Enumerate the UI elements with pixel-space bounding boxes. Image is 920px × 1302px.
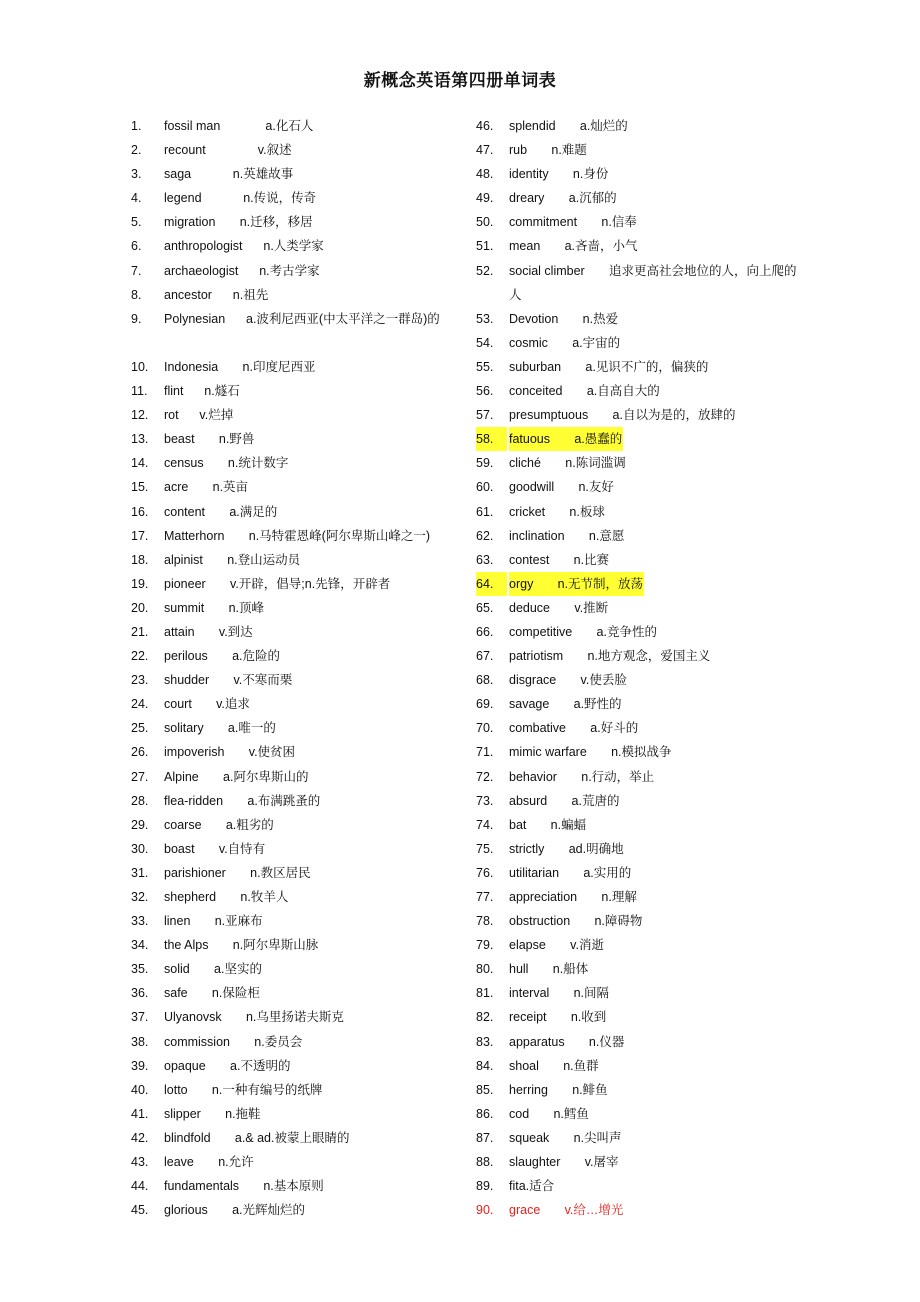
- entry-text: ancestor n.祖先: [164, 287, 269, 302]
- entry-number: 20.: [131, 600, 149, 615]
- entry-text: rot v.烂掉: [164, 408, 234, 423]
- vocab-entry: [131, 933, 476, 957]
- vocab-entry: [476, 210, 806, 234]
- entry-text: slipper n.拖鞋: [164, 1106, 261, 1121]
- entry-number: 8.: [131, 287, 142, 302]
- entry-text: splendid a.灿烂的: [509, 119, 628, 133]
- entry-text: Alpine a.阿尔卑斯山的: [164, 769, 309, 784]
- entry-number: 59.: [476, 456, 494, 471]
- entry-number: 3.: [131, 167, 142, 182]
- vocab-entry: [476, 548, 806, 572]
- vocab-entry: [476, 1005, 806, 1029]
- entry-text: cricket n.板球: [509, 504, 605, 519]
- entry-number: 53.: [476, 311, 494, 326]
- entry-text: strictly ad.明确地: [509, 841, 624, 856]
- entry-number: 13.: [131, 432, 149, 447]
- vocab-entry: [476, 138, 806, 162]
- entry-text: Polynesian a.波利尼西亚(中太平洋之一群岛)的: [164, 311, 440, 326]
- vocab-entry: [131, 403, 476, 427]
- entry-number: 24.: [131, 697, 149, 712]
- entry-text: attain v.到达: [164, 624, 253, 639]
- entry-text: saga n.英雄故事: [164, 167, 294, 182]
- vocab-entry: [476, 427, 806, 451]
- entry-number: 87.: [476, 1130, 494, 1145]
- entry-number: 5.: [131, 215, 142, 230]
- entry-number: 29.: [131, 817, 149, 832]
- entry-number: 71.: [476, 745, 494, 760]
- entry-text: cliché n.陈词滥调: [509, 456, 626, 471]
- entry-number: 21.: [131, 624, 149, 639]
- vocab-entry: [131, 524, 476, 548]
- entry-number: 7.: [131, 263, 142, 278]
- entry-text: recount v.叙述: [164, 143, 292, 158]
- vocab-entry: [131, 813, 476, 837]
- entry-number: 76.: [476, 865, 494, 880]
- entry-text: coarse a.粗劣的: [164, 817, 274, 832]
- vocab-entry: [131, 909, 476, 933]
- entry-number: 18.: [131, 552, 149, 567]
- entry-text: cod n.鳕鱼: [509, 1106, 589, 1121]
- vocab-entry: [131, 548, 476, 572]
- entry-text: solitary a.唯一的: [164, 721, 276, 736]
- entry-number: 69.: [476, 697, 494, 712]
- entry-number: 43.: [131, 1155, 149, 1170]
- entry-text: shudder v.不寒而栗: [164, 673, 293, 688]
- entry-number: 62.: [476, 528, 494, 543]
- vocab-entry: [476, 186, 806, 210]
- vocab-entry: [476, 1174, 806, 1198]
- entry-number: 44.: [131, 1179, 149, 1194]
- entry-number: 26.: [131, 745, 149, 760]
- entry-text: legend n.传说，传奇: [164, 191, 317, 206]
- vocab-entry: [131, 1126, 476, 1150]
- vocab-entry: [476, 620, 806, 644]
- vocab-entry: [131, 957, 476, 981]
- vocab-entry: [476, 307, 806, 331]
- vocab-entry: [131, 259, 476, 283]
- vocab-entry: [131, 427, 476, 451]
- entry-text: dreary a.沉郁的: [509, 191, 617, 206]
- entry-number: 86.: [476, 1106, 494, 1121]
- vocab-entry: [476, 1126, 806, 1150]
- entry-text: parishioner n.教区居民: [164, 865, 311, 880]
- entry-text: summit n.顶峰: [164, 600, 265, 615]
- entry-text: census n.统计数字: [164, 456, 289, 471]
- entry-number: 15.: [131, 480, 149, 495]
- vocab-entry: [476, 1198, 806, 1222]
- entry-number: 57.: [476, 408, 494, 423]
- vocab-entry: [476, 524, 806, 548]
- entry-text: goodwill n.友好: [509, 480, 614, 495]
- entry-text: interval n.间隔: [509, 986, 610, 1001]
- entry-text: Matterhorn n.马特霍恩峰(阿尔卑斯山峰之一): [164, 528, 431, 543]
- entry-number: 70.: [476, 721, 494, 736]
- entry-text: identity n.身份: [509, 167, 609, 182]
- page-title: 新概念英语第四册单词表: [363, 71, 557, 91]
- vocab-entry: [131, 1198, 476, 1222]
- entry-number: 84.: [476, 1058, 494, 1073]
- entry-number: 32.: [131, 890, 149, 904]
- vocab-entry: [131, 620, 476, 644]
- vocab-entry: [131, 355, 476, 379]
- vocab-entry: [131, 1102, 476, 1126]
- entry-text: competitive a.竞争性的: [509, 624, 657, 639]
- vocab-entry: [131, 210, 476, 234]
- entry-number: 74.: [476, 817, 494, 832]
- vocab-entry: [131, 981, 476, 1005]
- entry-text: squeak n.尖叫声: [509, 1130, 622, 1145]
- entry-number: 63.: [476, 552, 494, 567]
- entry-text: receipt n.收到: [509, 1010, 607, 1025]
- entry-text: behavior n.行动，举止: [509, 769, 655, 784]
- entry-number: 33.: [131, 914, 149, 929]
- entry-text: Ulyanovsk n.乌里扬诺夫斯克: [164, 1010, 344, 1025]
- vocab-entry: [476, 957, 806, 981]
- vocab-entry: [476, 331, 806, 355]
- entry-text: Indonesia n.印度尼西亚: [164, 359, 316, 374]
- entry-number: 46.: [476, 119, 494, 133]
- entry-number: 89.: [476, 1179, 494, 1194]
- entry-number: 60.: [476, 480, 494, 495]
- entry-text: orgy n.无节制，放荡: [509, 572, 644, 596]
- entry-text: grace v.给…增光: [509, 1203, 624, 1218]
- vocab-entry: [476, 885, 806, 909]
- entry-number: 11.: [131, 384, 148, 399]
- entry-text: patriotism n.地方观念，爱国主义: [509, 649, 711, 664]
- vocab-entry: [476, 451, 806, 475]
- entry-number: 82.: [476, 1010, 494, 1025]
- entry-number: 16.: [131, 504, 149, 519]
- entry-number: 80.: [476, 962, 494, 977]
- vocab-entry: [476, 692, 806, 716]
- vocab-entry: [131, 1078, 476, 1102]
- entry-text: disgrace v.使丢脸: [509, 673, 627, 688]
- entry-text: leave n.允许: [164, 1155, 254, 1170]
- entry-text: fita.适合: [509, 1179, 555, 1194]
- entry-text: presumptuous a.自以为是的，放肆的: [509, 408, 736, 423]
- vocab-entry: [476, 1030, 806, 1054]
- entry-text: boast v.自恃有: [164, 841, 266, 856]
- vocab-entry: [476, 668, 806, 692]
- entry-number: 41.: [131, 1106, 149, 1121]
- entry-number: 6.: [131, 239, 142, 254]
- entry-number: 36.: [131, 986, 149, 1001]
- entry-text: acre n.英亩: [164, 480, 249, 495]
- entry-number: 61.: [476, 504, 494, 519]
- vocab-entry: [476, 765, 806, 789]
- entry-text: safe n.保险柜: [164, 986, 260, 1001]
- vocab-entry: [476, 114, 806, 138]
- vocab-entry: [131, 162, 476, 186]
- entry-text: the Alps n.阿尔卑斯山脉: [164, 938, 319, 953]
- entry-text: perilous a.危险的: [164, 649, 281, 664]
- entry-text: mean a.吝啬，小气: [509, 239, 638, 254]
- entry-number: 56.: [476, 384, 494, 399]
- entry-text: rub n.难题: [509, 143, 587, 158]
- entry-text: pioneer v.开辟，倡导;n.先锋，开辟者: [164, 576, 391, 591]
- entry-text: utilitarian a.实用的: [509, 865, 632, 880]
- vocab-entry: [476, 1102, 806, 1126]
- entry-text: apparatus n.仪器: [509, 1034, 625, 1049]
- vocab-entry: [476, 789, 806, 813]
- entry-number: 75.: [476, 841, 494, 856]
- entry-text: anthropologist n.人类学家: [164, 239, 324, 254]
- entry-text: fossil man a.化石人: [164, 119, 314, 133]
- vocab-entry: [131, 644, 476, 668]
- vocab-entry: [131, 1030, 476, 1054]
- entry-text: appreciation n.理解: [509, 890, 637, 904]
- entry-text: fundamentals n.基本原则: [164, 1179, 324, 1194]
- vocab-entry: [476, 1150, 806, 1174]
- entry-number: 38.: [131, 1034, 149, 1049]
- vocab-entry: [476, 644, 806, 668]
- entry-text: archaeologist n.考古学家: [164, 263, 320, 278]
- entry-number: 10.: [131, 359, 149, 374]
- entry-number: 35.: [131, 962, 149, 977]
- entry-number: 65.: [476, 600, 494, 615]
- entry-text: flint n.燧石: [164, 384, 240, 399]
- entry-number: 30.: [131, 841, 149, 856]
- entry-number: 40.: [131, 1082, 149, 1097]
- entry-text: Devotion n.热爱: [509, 311, 619, 326]
- vocab-entry: [476, 1078, 806, 1102]
- entry-number: 47.: [476, 143, 494, 158]
- vocab-entry: [131, 1174, 476, 1198]
- entry-number: 72.: [476, 769, 494, 784]
- vocab-entry: [476, 500, 806, 524]
- entry-number: 68.: [476, 673, 494, 688]
- entry-number: 73.: [476, 793, 494, 808]
- vocab-entry: [476, 162, 806, 186]
- vocab-entry: [476, 909, 806, 933]
- entry-text: obstruction n.障碍物: [509, 914, 643, 929]
- entry-number: 52.: [476, 263, 494, 278]
- entry-number: 37.: [131, 1010, 149, 1025]
- entry-number: 42.: [131, 1130, 149, 1145]
- entry-text: contest n.比赛: [509, 552, 610, 567]
- entry-number: 81.: [476, 986, 494, 1001]
- entry-number: 45.: [131, 1203, 149, 1218]
- vocab-entry: [131, 740, 476, 764]
- entry-number: 79.: [476, 938, 494, 953]
- entry-text: herring n.鲱鱼: [509, 1082, 608, 1097]
- entry-text: blindfold a.& ad.被蒙上眼睛的: [164, 1130, 350, 1145]
- entry-number: 83.: [476, 1034, 494, 1049]
- entry-number: 78.: [476, 914, 494, 929]
- vocab-entry: [131, 138, 476, 162]
- vocab-entry: [476, 403, 806, 427]
- entry-text: opaque a.不透明的: [164, 1058, 291, 1073]
- vocab-entry: [131, 1054, 476, 1078]
- entry-number: 25.: [131, 721, 149, 736]
- entry-text: social climber 追求更高社会地位的人，向上爬的人: [509, 263, 797, 302]
- entry-number: 67.: [476, 649, 494, 664]
- entry-text: shepherd n.牧羊人: [164, 890, 289, 904]
- entry-text: slaughter v.屠宰: [509, 1155, 619, 1170]
- entry-text: impoverish v.使贫困: [164, 745, 296, 760]
- entry-text: alpinist n.登山运动员: [164, 552, 301, 567]
- vocab-entry: [131, 379, 476, 403]
- vocab-entry: [476, 716, 806, 740]
- entry-number: 58.: [476, 427, 507, 451]
- vocab-entry: [131, 668, 476, 692]
- entry-number: 2.: [131, 143, 142, 158]
- entry-number: 77.: [476, 890, 494, 904]
- vocab-column-right: [476, 114, 806, 1222]
- entry-text: court v.追求: [164, 697, 250, 712]
- vocab-entry: [131, 596, 476, 620]
- vocab-entry: [476, 234, 806, 258]
- vocab-entry: [131, 837, 476, 861]
- entry-text: hull n.船体: [509, 962, 589, 977]
- vocab-entry: [131, 186, 476, 210]
- entry-text: absurd a.荒唐的: [509, 793, 620, 808]
- entry-text: flea-ridden a.布满跳蚤的: [164, 793, 321, 808]
- entry-text: lotto n.一种有编号的纸牌: [164, 1082, 323, 1097]
- vocab-entry: [131, 1150, 476, 1174]
- entry-number: 85.: [476, 1082, 494, 1097]
- vocab-entry: [476, 475, 806, 499]
- entry-text: suburban a.见识不广的，偏狭的: [509, 359, 709, 374]
- vocab-entry: [131, 716, 476, 740]
- vocab-entry: [476, 813, 806, 837]
- entry-number: 14.: [131, 456, 149, 471]
- entry-number: 54.: [476, 335, 494, 350]
- vocab-entry: [476, 355, 806, 379]
- vocab-entry: [476, 933, 806, 957]
- entry-text: cosmic a.宇宙的: [509, 335, 621, 350]
- vocab-entry: [131, 451, 476, 475]
- entry-number: 27.: [131, 769, 149, 784]
- vocab-entry: [131, 283, 476, 307]
- vocab-entry: [476, 837, 806, 861]
- vocab-entry: [476, 379, 806, 403]
- vocab-entry: [131, 234, 476, 258]
- entry-text: migration n.迁移，移居: [164, 215, 313, 230]
- vocab-entry: [131, 475, 476, 499]
- vocab-entry: [131, 307, 476, 355]
- entry-number: 48.: [476, 167, 494, 182]
- vocab-entry: [131, 500, 476, 524]
- entry-number: 39.: [131, 1058, 149, 1073]
- entry-number: 34.: [131, 938, 149, 953]
- entry-number: 64.: [476, 572, 507, 596]
- entry-number: 28.: [131, 793, 149, 808]
- entry-number: 1.: [131, 119, 142, 133]
- entry-text: bat n.蝙蝠: [509, 817, 587, 832]
- vocab-entry: [131, 861, 476, 885]
- entry-text: commission n.委员会: [164, 1034, 303, 1049]
- entry-number: 4.: [131, 191, 142, 206]
- vocab-entry: [131, 572, 476, 596]
- vocab-entry: [131, 765, 476, 789]
- entry-text: deduce v.推断: [509, 600, 609, 615]
- entry-number: 55.: [476, 359, 494, 374]
- entry-number: 23.: [131, 673, 149, 688]
- vocab-entry: [131, 692, 476, 716]
- entry-number: 17.: [131, 528, 149, 543]
- vocab-entry: [476, 740, 806, 764]
- entry-number: 66.: [476, 624, 494, 639]
- entry-text: linen n.亚麻布: [164, 914, 263, 929]
- entry-number: 31.: [131, 865, 149, 880]
- vocab-entry: [131, 114, 476, 138]
- entry-text: fatuous a.愚蠢的: [509, 427, 623, 451]
- entry-text: shoal n.鱼群: [509, 1058, 599, 1073]
- entry-number: 9.: [131, 311, 142, 326]
- vocab-entry: [476, 596, 806, 620]
- entry-text: savage a.野性的: [509, 697, 622, 712]
- entry-text: inclination n.意愿: [509, 528, 625, 543]
- vocab-entry: [131, 1005, 476, 1029]
- entry-number: 19.: [131, 576, 149, 591]
- entry-text: glorious a.光辉灿烂的: [164, 1203, 306, 1218]
- vocab-entry: [476, 861, 806, 885]
- entry-text: elapse v.消逝: [509, 938, 604, 953]
- vocab-entry: [476, 1054, 806, 1078]
- entry-text: content a.满足的: [164, 504, 278, 519]
- vocab-entry: [476, 572, 806, 596]
- entry-number: 49.: [476, 191, 494, 206]
- entry-number: 50.: [476, 215, 494, 230]
- entry-number: 88.: [476, 1155, 494, 1170]
- vocab-column-left: [131, 114, 476, 1222]
- entry-number: 90.: [476, 1203, 494, 1218]
- entry-number: 22.: [131, 649, 149, 664]
- vocab-entry: [131, 885, 476, 909]
- entry-text: combative a.好斗的: [509, 721, 639, 736]
- entry-number: 51.: [476, 239, 494, 254]
- entry-text: commitment n.信奉: [509, 215, 637, 230]
- vocab-entry: [476, 259, 806, 307]
- entry-text: solid a.坚实的: [164, 962, 262, 977]
- entry-text: conceited a.自高自大的: [509, 384, 660, 399]
- vocab-entry: [476, 981, 806, 1005]
- entry-text: mimic warfare n.模拟战争: [509, 745, 672, 760]
- vocab-entry: [131, 789, 476, 813]
- entry-number: 12.: [131, 408, 149, 423]
- entry-text: beast n.野兽: [164, 432, 255, 447]
